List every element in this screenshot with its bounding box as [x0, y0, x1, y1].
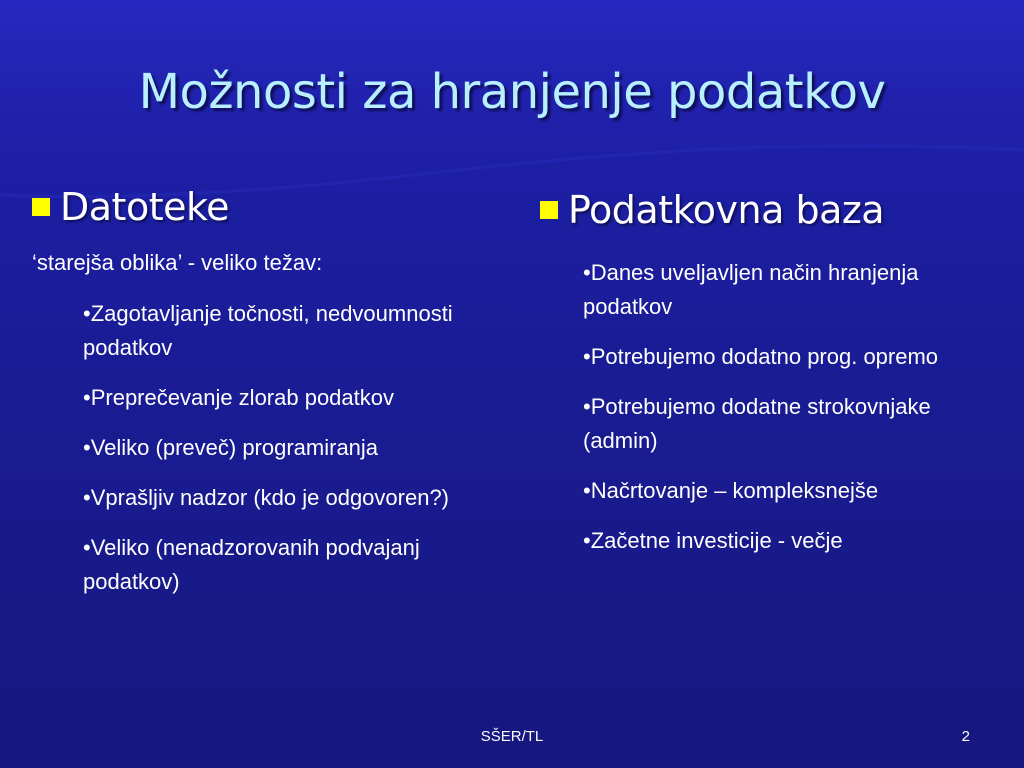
- right-list: [583, 256, 1003, 574]
- list-item: •Načrtovanje – kompleksnejše: [583, 478, 879, 503]
- list-item: •Veliko (nenadzorovanih podvajanj podatkov): [83, 535, 420, 594]
- footer-text: SŠER/TL: [480, 728, 544, 745]
- list-item: •Danes uveljavljen način hranjenja podatkov: [583, 260, 919, 319]
- right-heading: [540, 187, 884, 233]
- list-item: •Potrebujemo dodatno prog. opremo: [583, 344, 939, 369]
- left-intro: ‘starejša oblika’ - veliko težav:: [32, 250, 323, 275]
- left-list: [83, 297, 503, 615]
- square-bullet-icon: [32, 198, 50, 216]
- list-item: •Začetne investicije - večje: [583, 528, 843, 553]
- list-item: •Veliko (preveč) programiranja: [83, 435, 379, 460]
- list-item: •Vprašljiv nadzor (kdo je odgovoren?): [83, 485, 450, 510]
- left-heading: [32, 184, 229, 230]
- page-title: Možnosti za hranjenje podatkov: [138, 64, 886, 120]
- list-item: •Zagotavljanje točnosti, nedvoumnosti podatkov: [83, 301, 453, 360]
- list-item: •Potrebujemo dodatne strokovnjake (admin): [583, 394, 931, 453]
- left-heading-label: Datoteke: [60, 185, 230, 229]
- list-item: •Preprečevanje zlorab podatkov: [83, 385, 394, 410]
- square-bullet-icon: [540, 201, 558, 219]
- page-number: 2: [961, 728, 970, 745]
- right-heading-label: Podatkovna baza: [568, 188, 885, 232]
